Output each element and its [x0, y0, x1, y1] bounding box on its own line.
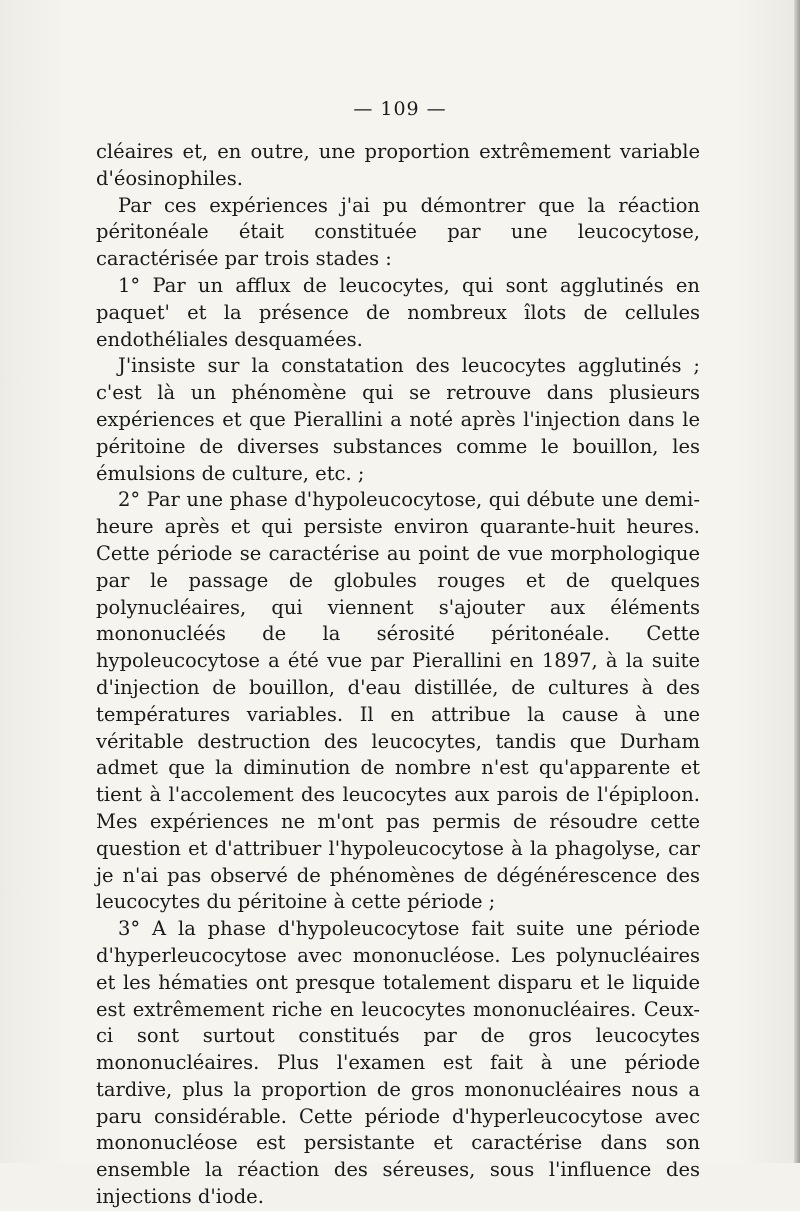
- paragraph: 2° Par une phase d'hypoleucocytose, qui débute une demi-heure après et qui persiste environ quarante-huit heures. Cette période se caractérise au point de vue morphologique par le passage de globules rouges et de quelques polynucléaires, qui viennent s'ajouter aux éléments mononucléés de la sérosité péritonéale. Cette hypoleucocytose a été vue par Pierallini en 1897, à la suite d'injection de bouillon, d'eau distillée, de cultures à des températures variables. Il en attribue la cause à une véritable destruction des leucocytes, tandis que Durham admet que la diminution de nombre n'est qu'apparente et tient à l'accolement des leucocytes aux parois de l'épiploon. Mes expériences ne m'ont pas permis de résoudre cette question et d'attribuer l'hypoleucocytose à la phagolyse, car je n'ai pas observé de phénomènes de dégénérescence des leucocytes du péritoine à cette période ;: [96, 488, 700, 914]
- paragraph: 1° Par un afflux de leucocytes, qui sont agglutinés en paquet' et la présence de nombreux îlots de cellules endothéliales desquamées.: [96, 273, 700, 351]
- paragraph: Par ces expériences j'ai pu démontrer que la réaction péritonéale était constituée par une leucocytose, caractérisée par trois stades :: [96, 193, 700, 271]
- paragraph: 3° A la phase d'hypoleucocytose fait suite une période d'hyperleucocytose avec mononucléose. Les polynucléaires et les hématies ont presque totalement disparu et le liquide est extrêmement riche en leucocytes mononucléaires. Ceux-ci sont surtout constitués par de gros leucocytes mononucléaires. Plus l'examen est fait à une période tardive, plus la proportion de gros mononucléaires nous a paru considérable. Cette période d'hyperleucocytose avec mononucléose est persistante et caractérise dans son ensemble la réaction des séreuses, sous l'influence des injections d'iode.: [96, 917, 700, 1209]
- paragraph: cléaires et, en outre, une proportion extrêmement variable d'éosinophiles.: [96, 140, 700, 190]
- page-edge: [794, 0, 800, 1163]
- paragraph: J'insiste sur la constatation des leucocytes agglutinés ; c'est là un phénomène qui se retrouve dans plusieurs expériences et que Pierallini a noté après l'injection dans le péritoine de diverses substances comme le bouillon, les émulsions de culture, etc. ;: [96, 354, 700, 485]
- body-text: [96, 139, 700, 1211]
- page-number: — 109 —: [353, 98, 447, 120]
